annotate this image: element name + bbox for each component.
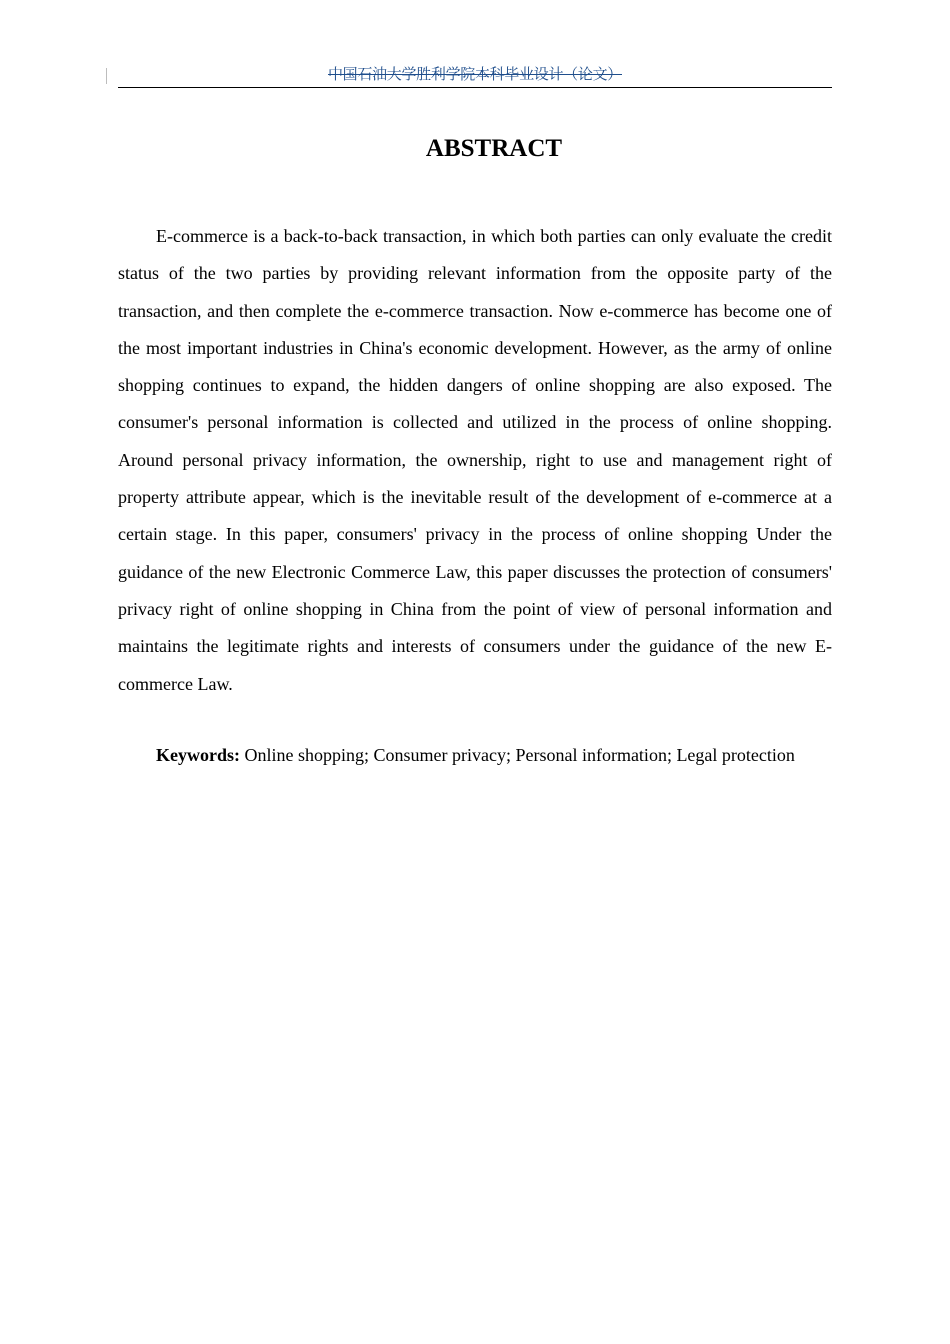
page-header-text: 中国石油大学胜利学院本科毕业设计（论文） [327,65,622,83]
abstract-body: E-commerce is a back-to-back transaction, in which both parties can only evaluate the credit status of the two parties by providing relevant information from the opposite party of the transaction, and then complete the e-commerce transaction. Now e-commerce has become one of the most important industries in China's economic development. However, as the army of online shopping continues to expand, the hidden dangers of online shopping are also exposed. The consumer's personal information is collected and utilized in the process of online shopping. Around personal privacy information, the ownership, right to use and management right of property attribute appear, which is the inevitable result of the development of e-commerce at a certain stage. In this paper, consumers' privacy in the process of online shopping Under the guidance of the new Electronic Commerce Law, this paper discusses the protection of consumers' privacy right of online shopping in China from the point of view of personal information and maintains the legitimate rights and interests of consumers under the guidance of the new E-commerce Law. [118,226,832,694]
page-header [118,62,832,88]
keywords-paragraph [118,737,832,774]
keywords-text: Online shopping; Consumer privacy; Personal information; Legal protection [244,745,795,765]
margin-corner-mark [106,68,107,84]
abstract-title: ABSTRACT [425,135,563,162]
keywords-label: Keywords: [156,745,240,765]
